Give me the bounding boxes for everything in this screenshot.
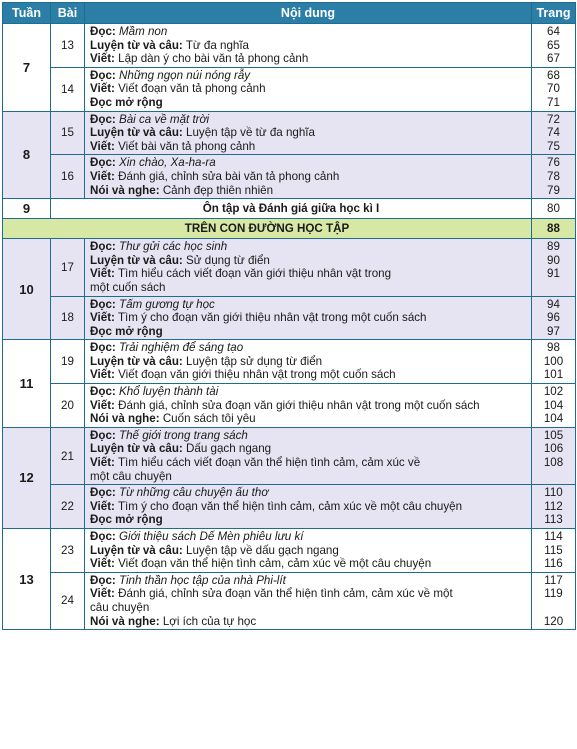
- page-number: 104: [543, 398, 564, 412]
- page-number: 97: [547, 324, 560, 338]
- activity-text: Đánh giá, chỉnh sửa đoạn văn giới thiệu nhân vật trong một cuốn sách: [118, 398, 480, 412]
- content-line: [90, 184, 526, 198]
- content-line: [90, 412, 526, 426]
- week-number: 9: [3, 199, 51, 219]
- lesson-content: [85, 427, 532, 484]
- activity-label: Luyện từ và câu:: [90, 442, 183, 456]
- lesson-row: [3, 111, 576, 155]
- content-line: [90, 544, 526, 558]
- lesson-row: [3, 296, 576, 340]
- header-lesson: Bài: [51, 3, 85, 24]
- activity-text: Sử dụng từ điển: [186, 253, 270, 267]
- page-number: 64: [547, 25, 560, 38]
- activity-label: Nói và nghe:: [90, 183, 160, 197]
- content-line: [90, 25, 526, 39]
- page-number: 79: [547, 183, 560, 197]
- activity-label: Viết:: [90, 368, 115, 382]
- lesson-pages: [532, 340, 576, 384]
- activity-text: Luyện tập về từ đa nghĩa: [186, 126, 315, 140]
- content-line: [90, 513, 526, 527]
- lesson-pages: [532, 155, 576, 199]
- page-number: 65: [547, 38, 560, 52]
- content-line: [90, 69, 526, 83]
- activity-label: Viết:: [90, 267, 115, 281]
- content-line: [90, 325, 526, 339]
- review-row: [3, 199, 576, 219]
- lesson-content: [85, 239, 532, 296]
- page-number: 78: [547, 169, 560, 183]
- page-number: 96: [547, 311, 560, 325]
- content-line: [90, 39, 526, 53]
- page-number: 75: [547, 139, 560, 153]
- reading-title: Xin chào, Xa-ha-ra: [119, 156, 216, 170]
- week-number: 10: [3, 239, 51, 340]
- lesson-content: [85, 67, 532, 111]
- page-number: 76: [547, 156, 560, 170]
- lesson-content: [85, 340, 532, 384]
- header-week: Tuần: [3, 3, 51, 24]
- activity-label: Đọc:: [90, 240, 116, 254]
- lesson-row: [3, 67, 576, 111]
- content-line: [90, 500, 526, 514]
- reading-title: Giới thiệu sách Dế Mèn phiêu lưu kí: [119, 530, 304, 543]
- activity-label: Viết:: [90, 311, 115, 325]
- page-number: 100: [543, 354, 564, 368]
- reading-title: Tấm gương tự học: [119, 297, 215, 311]
- activity-label: Viết:: [90, 169, 115, 183]
- content-line: [90, 385, 526, 399]
- content-line: [90, 557, 526, 571]
- page-number: 115: [544, 543, 563, 557]
- lesson-row: [3, 155, 576, 199]
- lesson-pages: [532, 67, 576, 111]
- activity-label: Viết:: [90, 587, 115, 601]
- lesson-content: [85, 155, 532, 199]
- activity-label: Đọc:: [90, 341, 116, 355]
- lesson-pages: [532, 529, 576, 573]
- activity-text: Luyện tập về dấu gạch ngang: [186, 543, 339, 557]
- review-title: Ôn tập và Đánh giá giữa học kì I: [51, 199, 532, 219]
- activity-label: Viết:: [90, 82, 115, 96]
- page-number: 90: [547, 253, 560, 267]
- lesson-pages: [532, 111, 576, 155]
- page-number: 67: [547, 52, 560, 66]
- activity-label: Đọc:: [90, 573, 116, 587]
- activity-label: Viết:: [90, 456, 115, 470]
- reading-title: Bài ca về mặt trời: [119, 112, 210, 126]
- content-line: [90, 52, 526, 66]
- content-line: [90, 486, 526, 500]
- content-line: [90, 587, 526, 601]
- reading-title: Khổ luyện thành tài: [119, 385, 219, 399]
- page-number: 104: [543, 412, 564, 426]
- lesson-number: 22: [51, 485, 85, 529]
- content-line: [90, 615, 526, 629]
- page-number: 72: [547, 112, 560, 126]
- activity-label: Nói và nghe:: [90, 412, 160, 426]
- lesson-number: 21: [51, 427, 85, 484]
- header-row: [3, 3, 576, 24]
- page-number: 108: [543, 456, 564, 470]
- lesson-pages: [532, 384, 576, 428]
- week-number: 7: [3, 24, 51, 112]
- reading-title: Thư gửi các học sinh: [119, 240, 228, 254]
- lesson-pages: [532, 572, 576, 629]
- page-number: 110: [544, 486, 563, 500]
- page-number: 117: [544, 573, 563, 587]
- page-number: 105: [543, 428, 564, 442]
- lesson-number: 15: [51, 111, 85, 155]
- lesson-number: 20: [51, 384, 85, 428]
- content-line: [90, 530, 526, 544]
- lesson-row: [3, 239, 576, 296]
- page-number: [532, 601, 575, 615]
- week-number: 12: [3, 427, 51, 528]
- lesson-content: [85, 384, 532, 428]
- lesson-pages: [532, 24, 576, 68]
- content-line: [90, 442, 526, 456]
- content-line: [90, 355, 526, 369]
- activity-label: Đọc:: [90, 25, 116, 38]
- page-number: 102: [543, 385, 564, 399]
- activity-label: Luyện từ và câu:: [90, 126, 183, 140]
- lesson-pages: [532, 296, 576, 340]
- page-number: 98: [547, 341, 560, 355]
- lesson-pages: [532, 427, 576, 484]
- lesson-number: 14: [51, 67, 85, 111]
- reading-title: Trải nghiệm để sáng tạo: [119, 341, 244, 355]
- activity-text: Viết đoạn văn giới thiệu nhân vật trong một cuốn sách: [118, 368, 396, 382]
- activity-text: một cuốn sách: [90, 280, 166, 294]
- reading-title: Từ những câu chuyện ấu thơ: [119, 486, 269, 500]
- page-number: 91: [547, 267, 560, 281]
- page-number: 89: [547, 240, 560, 254]
- activity-label: Đọc mở rộng: [90, 95, 163, 109]
- page-number: 101: [543, 368, 564, 382]
- activity-text: Đánh giá, chỉnh sửa bài văn tả phong cảnh: [118, 169, 340, 183]
- theme-row: [3, 219, 576, 239]
- activity-label: Đọc:: [90, 156, 116, 170]
- week-number: 13: [3, 529, 51, 630]
- activity-text: Viết bài văn tả phong cảnh: [118, 139, 256, 153]
- activity-label: Đọc mở rộng: [90, 513, 163, 527]
- activity-label: Đọc:: [90, 112, 116, 126]
- content-line: [90, 429, 526, 443]
- week-number: 11: [3, 340, 51, 428]
- content-line: [90, 311, 526, 325]
- activity-text: Từ đa nghĩa: [185, 38, 250, 52]
- lesson-content: [85, 296, 532, 340]
- page-number: 74: [547, 126, 560, 140]
- lesson-row: [3, 24, 576, 68]
- content-line: [90, 281, 526, 295]
- lesson-number: 13: [51, 24, 85, 68]
- activity-label: Đọc:: [90, 428, 116, 442]
- content-line: [90, 368, 526, 382]
- lesson-row: [3, 384, 576, 428]
- activity-text: Tìm ý cho đoạn văn thể hiện tình cảm, cảm xúc về một câu chuyện: [117, 499, 463, 513]
- activity-label: Luyện từ và câu:: [90, 38, 183, 52]
- activity-label: Đọc:: [90, 385, 116, 399]
- activity-text: Tìm hiểu cách viết đoạn văn thể hiện tình cảm, cảm xúc về: [117, 456, 421, 470]
- content-line: [90, 601, 526, 615]
- activity-label: Viết:: [90, 398, 115, 412]
- activity-text: Lợi ích của tự học: [162, 614, 257, 628]
- lesson-number: 18: [51, 296, 85, 340]
- content-line: [90, 96, 526, 110]
- lesson-number: 17: [51, 239, 85, 296]
- lesson-content: [85, 111, 532, 155]
- lesson-row: [3, 572, 576, 629]
- page-number: 94: [547, 297, 560, 311]
- activity-label: Đọc mở rộng: [90, 324, 163, 338]
- page-number: 119: [544, 587, 563, 601]
- page-number: 116: [544, 557, 563, 571]
- lesson-pages: [532, 239, 576, 296]
- lesson-number: 19: [51, 340, 85, 384]
- content-line: [90, 399, 526, 413]
- reading-title: Thế giới trong trang sách: [119, 428, 248, 442]
- lesson-row: [3, 529, 576, 573]
- activity-label: Đọc:: [90, 486, 116, 500]
- lesson-number: 16: [51, 155, 85, 199]
- page-number: 80: [532, 199, 576, 219]
- page-number: 88: [532, 219, 576, 239]
- activity-text: Viết đoạn văn tả phong cảnh: [118, 82, 266, 96]
- lesson-content: [85, 485, 532, 529]
- activity-label: Nói và nghe:: [90, 614, 160, 628]
- activity-label: Đọc:: [90, 68, 116, 82]
- content-line: [90, 82, 526, 96]
- activity-label: Luyện từ và câu:: [90, 253, 183, 267]
- page-number: 113: [544, 513, 563, 527]
- activity-text: Dấu gạch ngang: [186, 442, 272, 456]
- lesson-row: [3, 427, 576, 484]
- lesson-content: [85, 529, 532, 573]
- activity-text: Tìm hiểu cách viết đoạn văn giới thiệu nhân vật trong: [117, 267, 392, 281]
- reading-title: Tinh thần học tập của nhà Phi-lít: [119, 573, 286, 587]
- activity-text: Cuốn sách tôi yêu: [162, 412, 256, 426]
- reading-title: Những ngọn núi nóng rẫy: [119, 68, 251, 82]
- activity-text: Luyện tập sử dụng từ điển: [186, 354, 323, 368]
- activity-label: Viết:: [90, 52, 115, 66]
- content-line: [90, 170, 526, 184]
- activity-label: Luyện từ và câu:: [90, 543, 183, 557]
- content-line: [90, 156, 526, 170]
- page-number: 106: [543, 442, 564, 456]
- header-page: Trang: [532, 3, 576, 24]
- activity-text: Đánh giá, chỉnh sửa đoạn văn thể hiện tình cảm, cảm xúc về một: [118, 587, 453, 601]
- activity-label: Luyện từ và câu:: [90, 354, 183, 368]
- content-line: [90, 574, 526, 588]
- activity-label: Viết:: [90, 499, 115, 513]
- page-number: 68: [547, 68, 560, 82]
- activity-text: một câu chuyện: [90, 469, 172, 483]
- table-of-contents: [2, 2, 576, 630]
- week-number: 8: [3, 111, 51, 199]
- header-content: Nội dung: [85, 3, 532, 24]
- content-line: [90, 113, 526, 127]
- reading-title: Mầm non: [119, 25, 168, 38]
- activity-text: Viết đoạn văn thể hiện tình cảm, cảm xúc về một câu chuyện: [118, 557, 432, 571]
- page-number: 120: [543, 614, 564, 628]
- lesson-content: [85, 24, 532, 68]
- page-number: 114: [544, 530, 563, 543]
- page-number: [532, 281, 575, 295]
- content-line: [90, 240, 526, 254]
- page-number: [532, 470, 575, 484]
- content-line: [90, 267, 526, 281]
- content-line: [90, 341, 526, 355]
- content-line: [90, 298, 526, 312]
- page-number: 70: [547, 82, 560, 96]
- content-line: [90, 456, 526, 470]
- activity-label: Viết:: [90, 557, 115, 571]
- content-line: [90, 140, 526, 154]
- lesson-number: 23: [51, 529, 85, 573]
- activity-text: Cảnh đẹp thiên nhiên: [162, 183, 274, 197]
- lesson-pages: [532, 485, 576, 529]
- page-number: 112: [544, 499, 563, 513]
- activity-text: Lập dàn ý cho bài văn tả phong cảnh: [118, 52, 309, 66]
- activity-label: Đọc:: [90, 530, 116, 543]
- theme-title: TRÊN CON ĐƯỜNG HỌC TẬP: [3, 219, 532, 239]
- activity-text: Tìm ý cho đoạn văn giới thiệu nhân vật trong một cuốn sách: [117, 311, 427, 325]
- activity-text: câu chuyện: [90, 600, 150, 614]
- lesson-row: [3, 340, 576, 384]
- activity-label: Viết:: [90, 139, 115, 153]
- content-line: [90, 254, 526, 268]
- lesson-number: 24: [51, 572, 85, 629]
- lesson-row: [3, 485, 576, 529]
- lesson-content: [85, 572, 532, 629]
- content-line: [90, 126, 526, 140]
- page-number: 71: [547, 95, 560, 109]
- activity-label: Đọc:: [90, 297, 116, 311]
- content-line: [90, 470, 526, 484]
